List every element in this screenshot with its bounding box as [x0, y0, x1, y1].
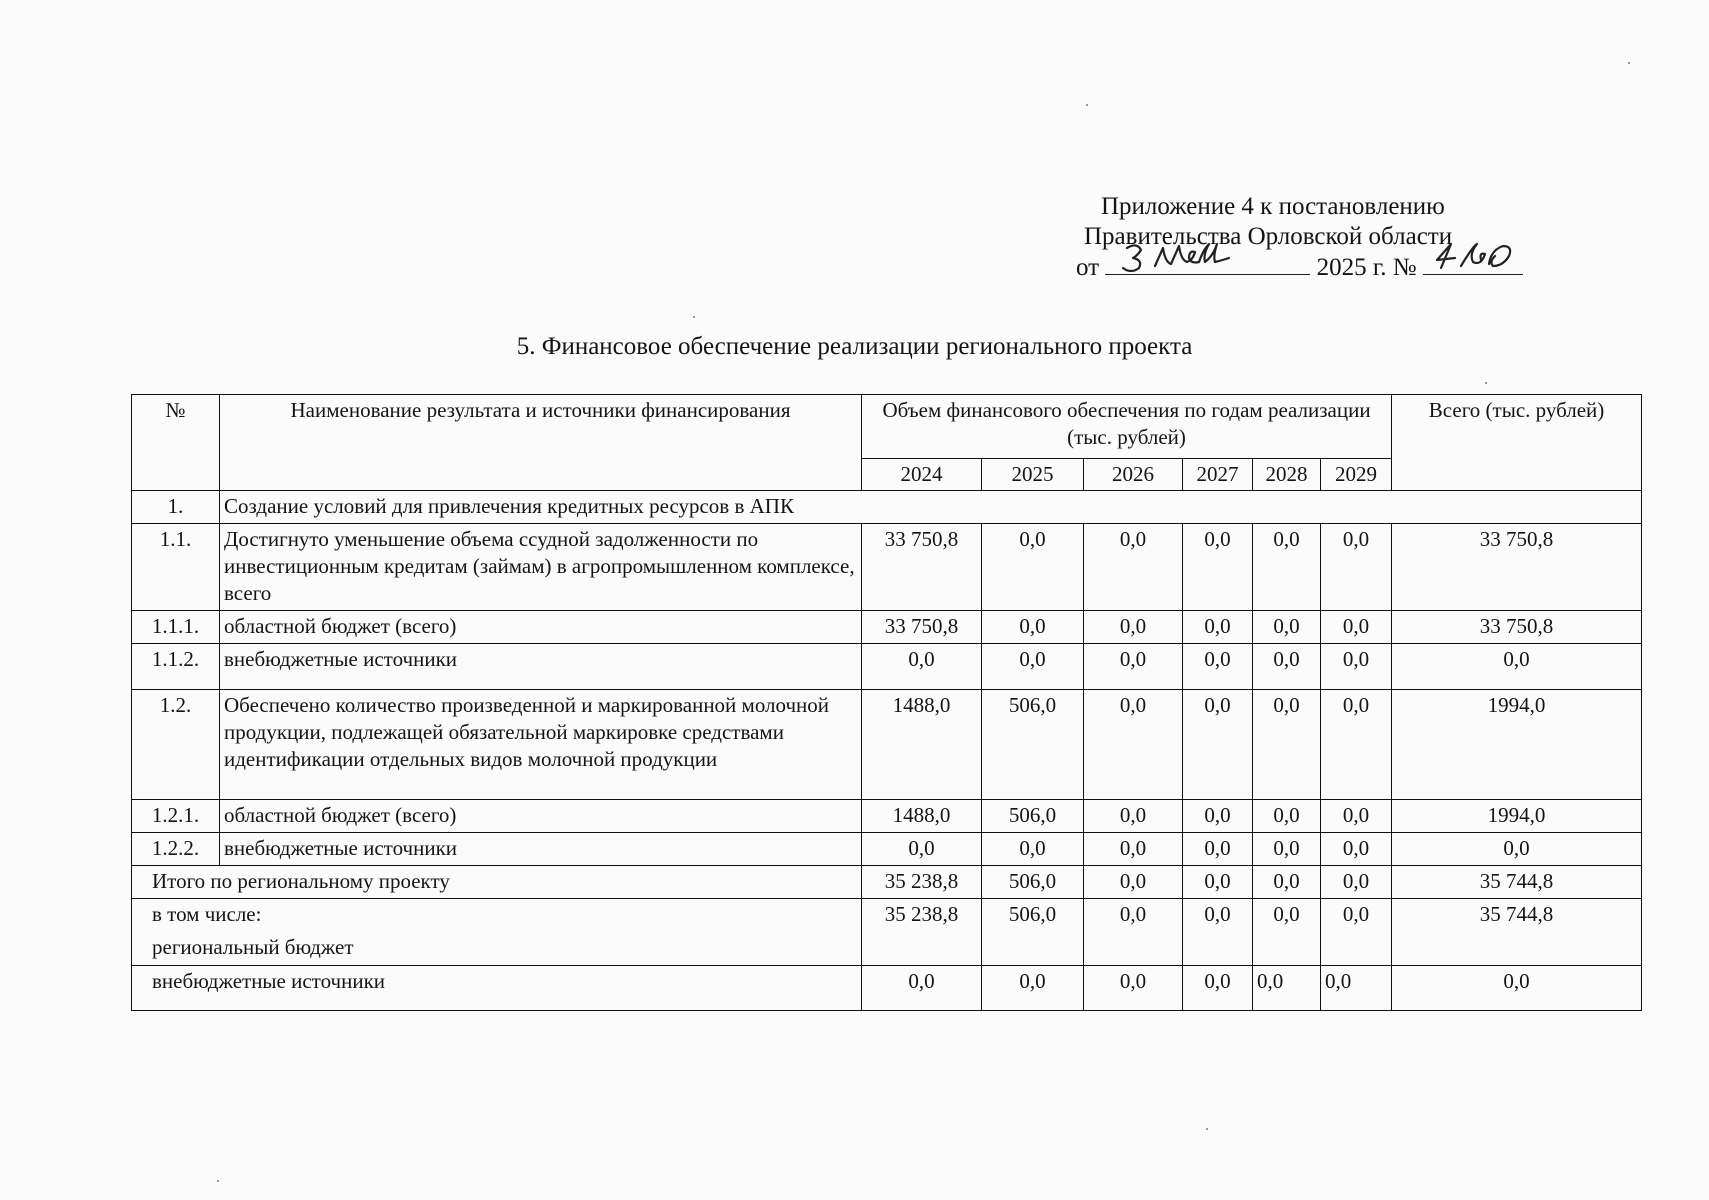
- scan-speck: [1206, 1128, 1208, 1130]
- total-cell: 35 744,8: [1392, 899, 1642, 966]
- row-name: Обеспечено количество произведенной и маркированной молочной продукции, подлежащей обязательной маркировке средствами идентификации отдельных видов молочной продукции: [220, 690, 862, 800]
- summary-row-extrabudgetary: [132, 966, 1642, 1011]
- value-cell: 33 750,8: [862, 524, 982, 611]
- header-year: 2025: [982, 459, 1084, 491]
- value-cell: 0,0: [1321, 966, 1392, 1011]
- value-cell: 0,0: [1253, 800, 1321, 833]
- value-cell: 0,0: [1253, 611, 1321, 644]
- value-cell: 0,0: [1321, 866, 1392, 899]
- appendix-header: [1076, 192, 1576, 283]
- table-row: [132, 644, 1642, 690]
- value-cell: 33 750,8: [862, 611, 982, 644]
- value-cell: 0,0: [1084, 644, 1183, 690]
- header-year: 2028: [1253, 459, 1321, 491]
- scan-speck: [217, 1180, 219, 1182]
- row-name: внебюджетные источники: [220, 833, 862, 866]
- value-cell: 0,0: [982, 524, 1084, 611]
- value-cell: 0,0: [1084, 899, 1183, 966]
- row-number: 1.1.: [132, 524, 220, 611]
- header-name: Наименование результата и источники финансирования: [220, 395, 862, 491]
- summary-label: внебюджетные источники: [132, 966, 862, 1011]
- total-cell: 33 750,8: [1392, 524, 1642, 611]
- value-cell: 0,0: [1084, 611, 1183, 644]
- value-cell: 0,0: [982, 966, 1084, 1011]
- value-cell: 0,0: [1321, 800, 1392, 833]
- value-cell: 0,0: [982, 611, 1084, 644]
- row-number: 1.1.2.: [132, 644, 220, 690]
- value-cell: 0,0: [1183, 524, 1253, 611]
- row-name: внебюджетные источники: [220, 644, 862, 690]
- value-cell: 0,0: [1183, 611, 1253, 644]
- value-cell: 0,0: [1253, 966, 1321, 1011]
- value-cell: 0,0: [1321, 524, 1392, 611]
- value-cell: 0,0: [862, 833, 982, 866]
- appendix-line-2: Правительства Орловской области: [1084, 223, 1453, 250]
- value-cell: 0,0: [1253, 833, 1321, 866]
- value-cell: 506,0: [982, 866, 1084, 899]
- scan-speck: [1628, 62, 1630, 64]
- value-cell: 0,0: [1183, 966, 1253, 1011]
- value-cell: 0,0: [1321, 899, 1392, 966]
- row-number: 1.: [132, 491, 220, 524]
- appendix-line-1: Приложение 4 к постановлению: [1101, 193, 1445, 220]
- total-cell: 1994,0: [1392, 690, 1642, 800]
- value-cell: 0,0: [982, 833, 1084, 866]
- scan-speck: [1485, 382, 1487, 384]
- value-cell: 35 238,8: [862, 899, 982, 966]
- value-cell: 1488,0: [862, 800, 982, 833]
- value-cell: 0,0: [1253, 690, 1321, 800]
- value-cell: 0,0: [1321, 833, 1392, 866]
- value-cell: 0,0: [1183, 866, 1253, 899]
- value-cell: 0,0: [862, 966, 982, 1011]
- value-cell: 0,0: [862, 644, 982, 690]
- handwritten-date: [1105, 238, 1310, 274]
- row-number: 1.2.1.: [132, 800, 220, 833]
- section-title: 5. Финансовое обеспечение реализации регионального проекта: [516, 333, 1193, 360]
- scan-speck: [1086, 104, 1088, 106]
- row-name: Достигнуто уменьшение объема ссудной задолженности по инвестиционным кредитам (займам) в агропромышленном комплексе, всего: [220, 524, 862, 611]
- appendix-date-line: [1076, 252, 1576, 283]
- summary-label: Итого по региональному проекту: [132, 866, 862, 899]
- header-year: 2024: [862, 459, 982, 491]
- table-row: [132, 690, 1642, 800]
- value-cell: 0,0: [1084, 966, 1183, 1011]
- header-number: №: [132, 395, 220, 491]
- summary-label-including: в том числе:: [152, 902, 262, 926]
- date-field: [1105, 252, 1310, 275]
- header-volume: Объем финансового обеспечения по годам реализации (тыс. рублей): [862, 395, 1392, 459]
- value-cell: 0,0: [982, 644, 1084, 690]
- summary-row-total: [132, 866, 1642, 899]
- row-number: 1.2.: [132, 690, 220, 800]
- total-cell: 0,0: [1392, 644, 1642, 690]
- table-row: [132, 611, 1642, 644]
- value-cell: 0,0: [1183, 800, 1253, 833]
- table-row: [132, 833, 1642, 866]
- value-cell: 0,0: [1321, 644, 1392, 690]
- value-cell: 0,0: [1084, 690, 1183, 800]
- row-number: 1.1.1.: [132, 611, 220, 644]
- table-row: [132, 524, 1642, 611]
- value-cell: 35 238,8: [862, 866, 982, 899]
- row-number: 1.2.2.: [132, 833, 220, 866]
- value-cell: 0,0: [1253, 866, 1321, 899]
- value-cell: 0,0: [1183, 833, 1253, 866]
- handwritten-number: [1423, 238, 1523, 274]
- header-year: 2029: [1321, 459, 1392, 491]
- header-year: 2027: [1183, 459, 1253, 491]
- value-cell: 0,0: [1084, 866, 1183, 899]
- total-cell: 1994,0: [1392, 800, 1642, 833]
- table-row: [132, 800, 1642, 833]
- value-cell: 0,0: [1183, 644, 1253, 690]
- header-total: Всего (тыс. рублей): [1392, 395, 1642, 491]
- section-name: Создание условий для привлечения кредитных ресурсов в АПК: [220, 491, 1642, 524]
- value-cell: 0,0: [1253, 644, 1321, 690]
- value-cell: 0,0: [1084, 833, 1183, 866]
- financing-table: [131, 394, 1642, 1011]
- value-cell: 0,0: [1321, 611, 1392, 644]
- section-row: [132, 491, 1642, 524]
- value-cell: 0,0: [1084, 524, 1183, 611]
- value-cell: 506,0: [982, 899, 1084, 966]
- summary-row-regional: [132, 899, 1642, 966]
- total-cell: 0,0: [1392, 966, 1642, 1011]
- from-label: от: [1076, 254, 1100, 281]
- value-cell: 0,0: [1183, 690, 1253, 800]
- summary-label: [132, 899, 862, 966]
- value-cell: 506,0: [982, 690, 1084, 800]
- total-cell: 35 744,8: [1392, 866, 1642, 899]
- value-cell: 506,0: [982, 800, 1084, 833]
- row-name: областной бюджет (всего): [220, 800, 862, 833]
- value-cell: 1488,0: [862, 690, 982, 800]
- scan-speck: [693, 316, 695, 318]
- value-cell: 0,0: [1253, 524, 1321, 611]
- total-cell: 33 750,8: [1392, 611, 1642, 644]
- row-name: областной бюджет (всего): [220, 611, 862, 644]
- header-year: 2026: [1084, 459, 1183, 491]
- value-cell: 0,0: [1183, 899, 1253, 966]
- total-cell: 0,0: [1392, 833, 1642, 866]
- value-cell: 0,0: [1321, 690, 1392, 800]
- summary-label-regional-budget: региональный бюджет: [152, 935, 354, 959]
- number-field: [1423, 252, 1523, 275]
- year-number-label: 2025 г. №: [1316, 254, 1417, 281]
- value-cell: 0,0: [1084, 800, 1183, 833]
- value-cell: 0,0: [1253, 899, 1321, 966]
